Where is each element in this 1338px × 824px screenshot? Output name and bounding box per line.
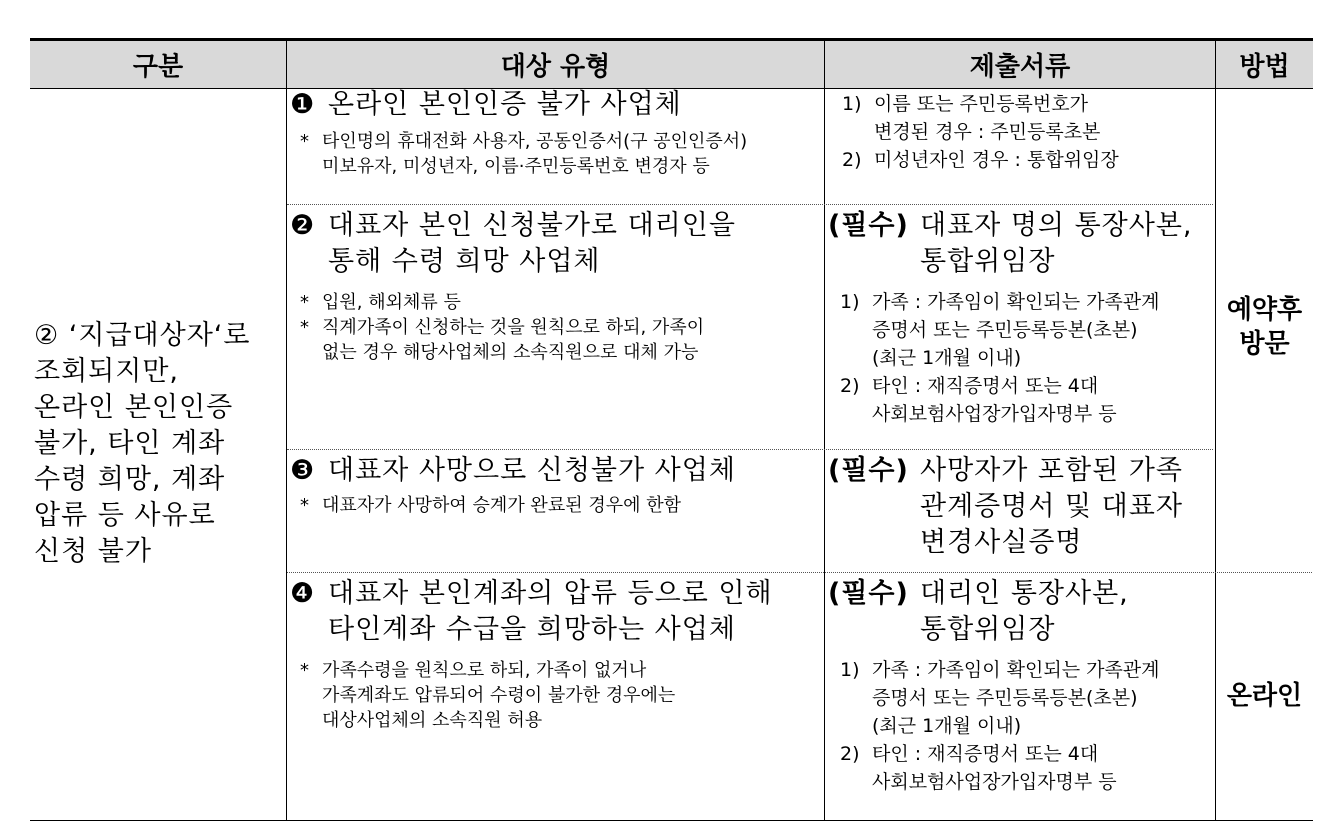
docs-item-line: 이름 또는 주민등록번호가 <box>874 93 1088 115</box>
docs-item-line: (최근 1개월 이내) <box>872 347 1022 369</box>
docs-item-line: 사회보험사업장가입자명부 등 <box>872 403 1117 425</box>
docs-cell <box>828 208 1215 428</box>
type-cell <box>290 87 824 179</box>
category-line: 압류 등 사유로 <box>34 500 216 531</box>
row-divider <box>287 572 1312 573</box>
required-docs-line: 대리인 통장사본, <box>920 578 1129 609</box>
docs-item-number: 1) <box>840 291 860 313</box>
docs-item-line: 증명서 또는 주민등록등본(초본) <box>872 687 1138 709</box>
docs-item <box>840 288 1215 372</box>
docs-cell <box>830 90 1215 174</box>
type-heading <box>290 208 824 280</box>
header-docs: 제출서류 <box>825 41 1215 89</box>
method-cell <box>1216 679 1313 713</box>
docs-item-line: (최근 1개월 이내) <box>872 715 1022 737</box>
type-cell <box>290 208 824 365</box>
docs-item-line: 타인 : 재직증명서 또는 4대 <box>872 743 1099 765</box>
type-cell <box>290 453 824 518</box>
docs-item <box>842 146 1215 174</box>
type-note-line: 가족계좌도 압류되어 수령이 불가한 경우에는 <box>322 685 676 706</box>
type-note <box>300 658 824 733</box>
type-cell <box>290 576 824 733</box>
application-table <box>30 38 1313 824</box>
row-number-icon: ❷ <box>290 210 316 241</box>
docs-item-number: 1) <box>840 659 860 681</box>
method-line: 온라인 <box>1226 681 1303 711</box>
type-heading-line: 타인계좌 수급을 희망하는 사업체 <box>328 614 736 645</box>
header-method: 방법 <box>1216 41 1313 89</box>
type-heading <box>290 453 824 489</box>
type-heading <box>290 576 824 648</box>
type-note-line: 대표자가 사망하여 승계가 완료된 경우에 한함 <box>322 495 681 516</box>
docs-cell <box>828 453 1215 561</box>
column-divider <box>824 41 825 821</box>
type-heading-line: 대표자 본인계좌의 압류 등으로 인해 <box>328 578 773 609</box>
row-number-icon: ❸ <box>290 455 316 486</box>
docs-item-number: 2) <box>842 149 862 171</box>
docs-item <box>840 656 1215 740</box>
required-tag: (필수) <box>828 578 909 609</box>
docs-item-line: 사회보험사업장가입자명부 등 <box>872 771 1117 793</box>
type-note-line: 대상사업체의 소속직원 허용 <box>322 710 543 731</box>
category-line: 불가, 타인 계좌 <box>34 428 226 459</box>
method-line: 예약후 <box>1226 295 1303 325</box>
type-note-line: 직계가족이 신청하는 것을 원칙으로 하되, 가족이 <box>322 317 705 338</box>
type-heading-line: 온라인 본인인증 불가 사업체 <box>328 89 682 120</box>
docs-item-line: 미성년자인 경우 : 통합위임장 <box>874 149 1119 171</box>
header-type: 대상 유형 <box>287 41 824 89</box>
category-line: 온라인 본인인증 <box>34 392 234 423</box>
type-note-line: 타인명의 휴대전화 사용자, 공동인증서(구 공인인증서) <box>322 131 748 152</box>
required-docs <box>828 576 1215 648</box>
required-docs-line: 관계증명서 및 대표자 <box>920 491 1183 522</box>
required-docs <box>828 208 1215 280</box>
required-docs-line: 대표자 명의 통장사본, <box>920 210 1193 241</box>
type-heading-line: 통해 수령 희망 사업체 <box>328 246 601 277</box>
note-bullet: * <box>300 317 309 338</box>
note-bullet: * <box>300 131 309 152</box>
category-line: 조회되지만, <box>34 356 179 387</box>
category-cell <box>34 318 286 570</box>
type-note <box>300 290 824 315</box>
type-note <box>300 129 824 179</box>
docs-item-line: 변경된 경우 : 주민등록초본 <box>874 121 1101 143</box>
type-note-line: 없는 경우 해당사업체의 소속직원으로 대체 가능 <box>322 342 699 363</box>
note-bullet: * <box>300 660 309 681</box>
required-tag: (필수) <box>828 210 909 241</box>
required-docs-line: 사망자가 포함된 가족 <box>920 455 1183 486</box>
docs-item <box>840 372 1215 428</box>
row-number-icon: ❶ <box>290 89 316 120</box>
header-category: 구분 <box>30 41 286 89</box>
row-divider <box>287 204 1213 205</box>
required-docs-line: 변경사실증명 <box>920 527 1083 558</box>
docs-item-number: 1) <box>842 93 862 115</box>
type-note <box>300 493 824 518</box>
category-line: 수령 희망, 계좌 <box>34 464 226 495</box>
docs-cell <box>828 576 1215 796</box>
column-divider <box>286 41 287 821</box>
category-line: 신청 불가 <box>34 536 152 567</box>
required-tag: (필수) <box>828 455 909 486</box>
row-number-icon: ❹ <box>290 578 316 609</box>
row-divider <box>287 449 1213 450</box>
type-heading-line: 대표자 본인 신청불가로 대리인을 <box>328 210 736 241</box>
type-heading-line: 대표자 사망으로 신청불가 사업체 <box>328 455 736 486</box>
type-note-line: 미보유자, 미성년자, 이름·주민등록번호 변경자 등 <box>322 156 710 177</box>
docs-item <box>842 90 1215 146</box>
category-line: ② ‘지급대상자‘로 <box>34 320 251 351</box>
docs-item-number: 2) <box>840 375 860 397</box>
docs-item-line: 타인 : 재직증명서 또는 4대 <box>872 375 1099 397</box>
note-bullet: * <box>300 292 309 313</box>
type-heading <box>290 87 824 123</box>
required-docs-line: 통합위임장 <box>920 614 1056 645</box>
method-cell <box>1216 293 1313 361</box>
required-docs-line: 통합위임장 <box>920 246 1056 277</box>
note-bullet: * <box>300 495 309 516</box>
docs-item-line: 증명서 또는 주민등록등본(초본) <box>872 319 1138 341</box>
type-note-line: 가족수령을 원칙으로 하되, 가족이 없거나 <box>322 660 647 681</box>
docs-item-line: 가족 : 가족임이 확인되는 가족관계 <box>872 291 1160 313</box>
docs-item <box>840 740 1215 796</box>
docs-item-line: 가족 : 가족임이 확인되는 가족관계 <box>872 659 1160 681</box>
type-note <box>300 315 824 365</box>
required-docs <box>828 453 1215 561</box>
table-bottom-border <box>30 820 1313 821</box>
type-note-line: 입원, 해외체류 등 <box>322 292 461 313</box>
docs-item-number: 2) <box>840 743 860 765</box>
method-line: 방문 <box>1239 329 1290 359</box>
